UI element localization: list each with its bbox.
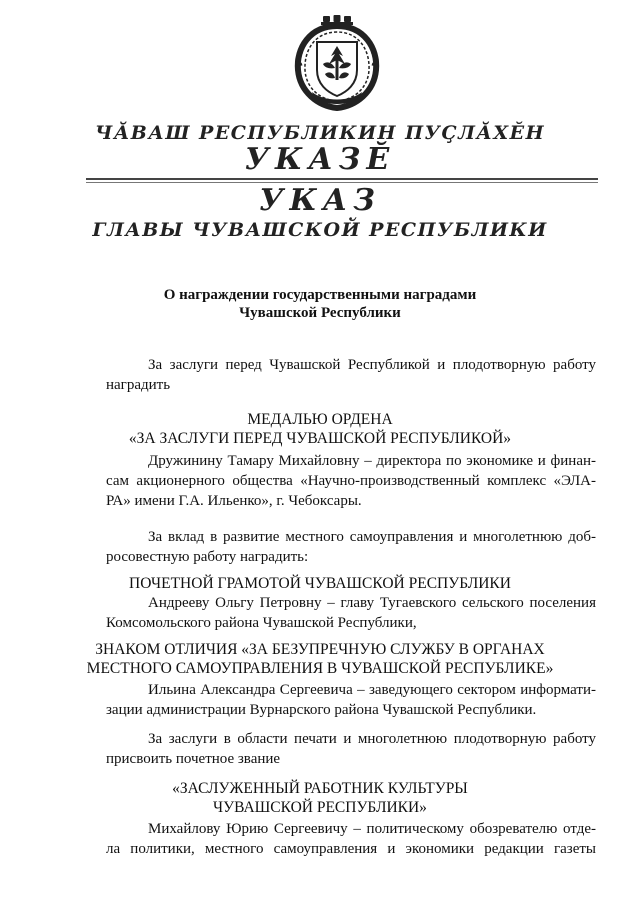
recipient-line: Ильина Александра Сергеевича – заведующего сектором информати- — [148, 682, 596, 698]
award-title-line: «ЗА ЗАСЛУГИ ПЕРЕД ЧУВАШСКОЙ РЕСПУБЛИКОЙ» — [128, 430, 512, 447]
recipient-line: Комсомольского района Чувашской Республики, — [106, 615, 417, 631]
award-title-line: МЕДАЛЬЮ ОРДЕНА — [247, 411, 393, 428]
award-title-line: «ЗАСЛУЖЕННЫЙ РАБОТНИК КУЛЬТУРЫ — [172, 780, 468, 797]
recipient-line: Михайлову Юрию Сергеевичу – политическому обозревателю отде- — [148, 821, 596, 837]
document-title-line: О награждении государственными наградами — [163, 287, 477, 303]
chuvash-republic-coat-of-arms-icon — [290, 12, 384, 112]
award-title-line: ЧУВАШСКОЙ РЕСПУБЛИКИ» — [213, 799, 427, 816]
section-intro-line: За заслуги в области печати и многолетнюю плодотворную работу — [148, 731, 596, 747]
section-intro-line: За заслуги перед Чувашской Республикой и плодотворную работу — [148, 357, 596, 373]
recipient-line: ла политики, местного самоуправления и экономики редакции газеты — [106, 841, 596, 857]
section-intro-line: присвоить почетное звание — [106, 751, 281, 767]
award-title-line: МЕСТНОГО САМОУПРАВЛЕНИЯ В ЧУВАШСКОЙ РЕСПУБЛИКЕ» — [86, 660, 554, 677]
header-chuvash-title: УКАЗӖ — [244, 142, 396, 177]
recipient-line: РА» имени Г.А. Ильенко», г. Чебоксары. — [106, 493, 362, 509]
document-title — [0, 286, 640, 322]
section-intro-line: росовестную работу наградить: — [106, 549, 309, 565]
document-title-line: Чувашской Республики — [239, 305, 401, 321]
recipient-line: Андрееву Ольгу Петровну – главу Тугаевского сельского поселения — [148, 595, 596, 611]
header-russian-line: ГЛАВЫ ЧУВАШСКОЙ РЕСПУБЛИКИ — [92, 219, 548, 241]
section-intro-line: За вклад в развитие местного самоуправления и многолетнюю доб- — [148, 529, 596, 545]
recipient-line: Дружинину Тамару Михайловну – директора по экономике и финан- — [148, 453, 596, 469]
award-title-line: ПОЧЕТНОЙ ГРАМОТОЙ ЧУВАШСКОЙ РЕСПУБЛИКИ — [129, 575, 511, 592]
award-title-line: ЗНАКОМ ОТЛИЧИЯ «ЗА БЕЗУПРЕЧНУЮ СЛУЖБУ В ОРГАНАХ — [95, 641, 545, 658]
header-chuvash-line: ЧӐВАШ РЕСПУБЛИКИН ПУҪЛӐХӖН — [94, 122, 546, 144]
header-divider — [86, 178, 598, 180]
recipient-line: зации администрации Вурнарского района Чувашской Республики. — [106, 702, 537, 718]
header-russian-title: УКАЗ — [259, 183, 381, 218]
recipient-line: сам акционерного общества «Научно-производственный комплекс «ЭЛА- — [106, 473, 596, 489]
section-intro-line: наградить — [106, 377, 171, 393]
